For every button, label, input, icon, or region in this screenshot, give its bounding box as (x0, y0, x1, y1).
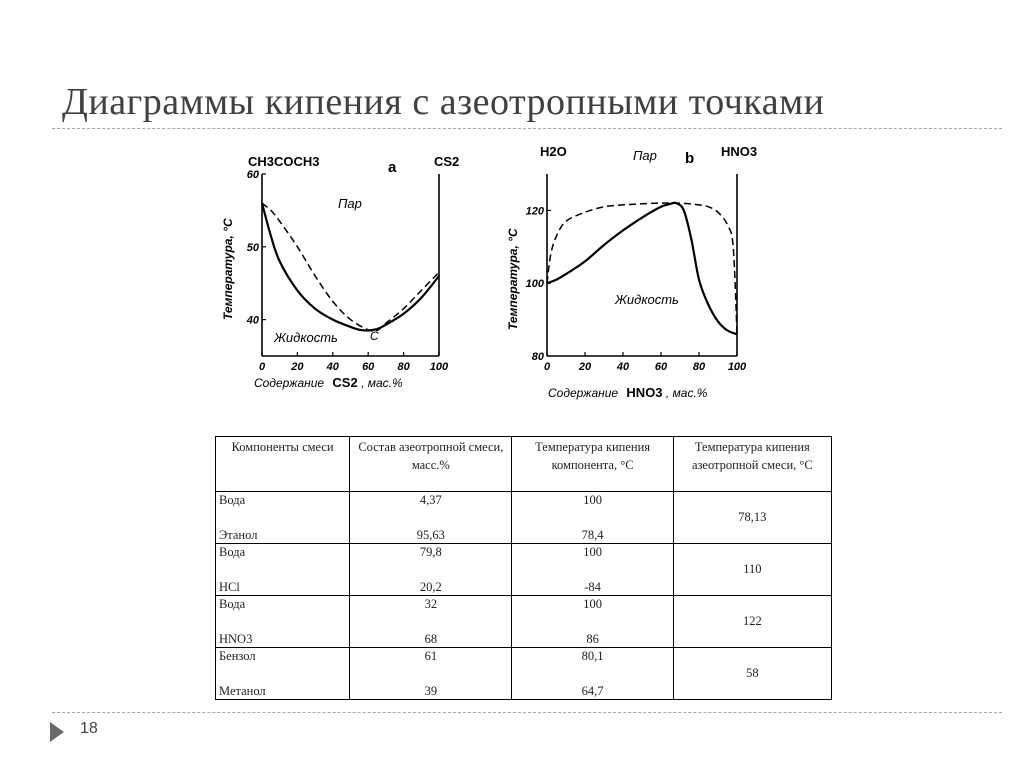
x-tick-label: 40 (616, 361, 630, 373)
x-tick-label: 60 (362, 361, 375, 373)
table-row (216, 544, 832, 596)
cell-value: 95,63 (416, 528, 445, 542)
cell-azeotrope-bp: 78,13 (673, 492, 831, 544)
x-tick-label: 60 (654, 361, 668, 373)
header-composition: Состав азеотропной смеси, масс.% (350, 437, 512, 492)
x-axis-unit: , мас.% (361, 376, 403, 390)
x-tick-label: 20 (291, 361, 304, 373)
x-tick-label: 20 (578, 361, 592, 373)
table-row (216, 596, 832, 648)
cell-value: 32 (424, 597, 438, 611)
x-axis-unit: , мас.% (665, 386, 708, 400)
cell-azeotrope-bp: 122 (673, 596, 831, 648)
cell-value: 78,4 (581, 528, 604, 542)
chart-series (547, 203, 737, 335)
y-tick-label: 50 (246, 241, 259, 254)
boiling-diagram-b (505, 138, 795, 418)
cell-composition (350, 648, 512, 700)
liquid-region-label: Жидкость (274, 330, 338, 345)
cell-value: 20,2 (419, 580, 442, 594)
cell-value: 100 (583, 545, 602, 559)
cell-component-bp (512, 492, 673, 544)
cell-value: 64,7 (581, 684, 604, 698)
cell-composition (350, 596, 512, 648)
title-divider (52, 128, 1002, 129)
cell-component-bp (512, 648, 673, 700)
cell-component-bp (512, 596, 673, 648)
cell-value: 100 (583, 597, 602, 611)
x-axis-component: CS2 (332, 375, 358, 390)
cell-value: Вода (219, 545, 246, 559)
cell-value: 86 (586, 632, 599, 646)
y-tick-label: 40 (246, 314, 259, 327)
slide-marker-icon (50, 722, 64, 742)
cell-value: HCl (219, 580, 240, 594)
x-axis-component: HNO3 (626, 385, 663, 400)
left-component-label: CH3COCH3 (248, 154, 320, 169)
cell-components (216, 544, 350, 596)
cell-value: 61 (424, 649, 438, 663)
cell-azeotrope-bp: 58 (673, 648, 831, 700)
vapor-region-label: Пар (633, 148, 657, 163)
header-components: Компоненты смеси (216, 437, 350, 492)
page-number: 18 (80, 720, 98, 737)
panel-label: a (388, 159, 397, 176)
cell-value: -84 (584, 580, 601, 594)
azeotrope-point-label: C (370, 329, 379, 343)
boiling-diagram-a (210, 140, 480, 405)
right-component-label: CS2 (434, 154, 460, 169)
cell-value: 39 (424, 684, 438, 698)
cell-value: 4,37 (419, 493, 442, 507)
svg-text:Содержание CS2 , м (254, 375, 403, 390)
x-tick-label: 80 (692, 361, 706, 373)
cell-value: Вода (219, 597, 246, 611)
cell-components (216, 492, 350, 544)
y-tick-label: 100 (525, 278, 544, 291)
footer-divider (52, 712, 1002, 713)
cell-value: 80,1 (581, 649, 604, 663)
cell-value: Метанол (219, 684, 266, 698)
x-axis-prefix: Содержание (548, 386, 619, 400)
x-tick-label: 0 (543, 361, 551, 373)
x-tick-label: 100 (429, 361, 449, 373)
header-component-bp: Температура кипения компонента, °С (512, 437, 673, 492)
x-tick-label: 40 (326, 361, 339, 373)
y-tick-label: 120 (525, 205, 544, 218)
cell-component-bp (512, 544, 673, 596)
cell-value: HNO3 (219, 632, 253, 646)
table-row (216, 648, 832, 700)
cell-value: 68 (424, 632, 438, 646)
slide-title: Диаграммы кипения с азеотропными точками (62, 81, 825, 123)
svg-text:Содержание HNO3 , (548, 385, 708, 400)
y-tick-label: 60 (246, 169, 259, 181)
liquid-curve (547, 203, 737, 335)
x-axis-prefix: Содержание (254, 376, 325, 390)
cell-value: 100 (583, 493, 602, 507)
table-header-row (216, 437, 832, 492)
chart-axes (526, 174, 747, 373)
cell-components (216, 596, 350, 648)
cell-value: 79,8 (419, 545, 442, 559)
x-tick-label: 80 (397, 361, 410, 373)
cell-value: Этанол (219, 528, 258, 542)
azeotrope-table (215, 436, 832, 700)
vapor-region-label: Пар (338, 196, 362, 211)
right-component-label: HNO3 (721, 144, 758, 159)
cell-composition (350, 492, 512, 544)
cell-composition (350, 544, 512, 596)
x-axis-title (548, 385, 708, 400)
cell-components (216, 648, 350, 700)
x-tick-label: 100 (727, 361, 747, 373)
chart-series (262, 203, 439, 331)
vapor-curve (262, 203, 439, 331)
liquid-region-label: Жидкость (615, 292, 679, 307)
y-axis-label: Температура, °C (221, 218, 235, 320)
panel-label: b (685, 150, 695, 167)
x-axis-title (254, 375, 403, 390)
x-tick-label: 0 (258, 361, 266, 373)
liquid-curve (262, 203, 439, 330)
left-component-label: H2O (540, 144, 567, 159)
cell-value: Вода (219, 493, 246, 507)
cell-azeotrope-bp: 110 (673, 544, 831, 596)
cell-value: Бензол (219, 649, 256, 663)
header-azeotrope-bp: Температура кипения азеотропной смеси, °С (673, 437, 831, 492)
y-tick-label: 80 (531, 351, 544, 363)
table-row (216, 492, 832, 544)
y-axis-label: Температура, °C (506, 228, 520, 330)
